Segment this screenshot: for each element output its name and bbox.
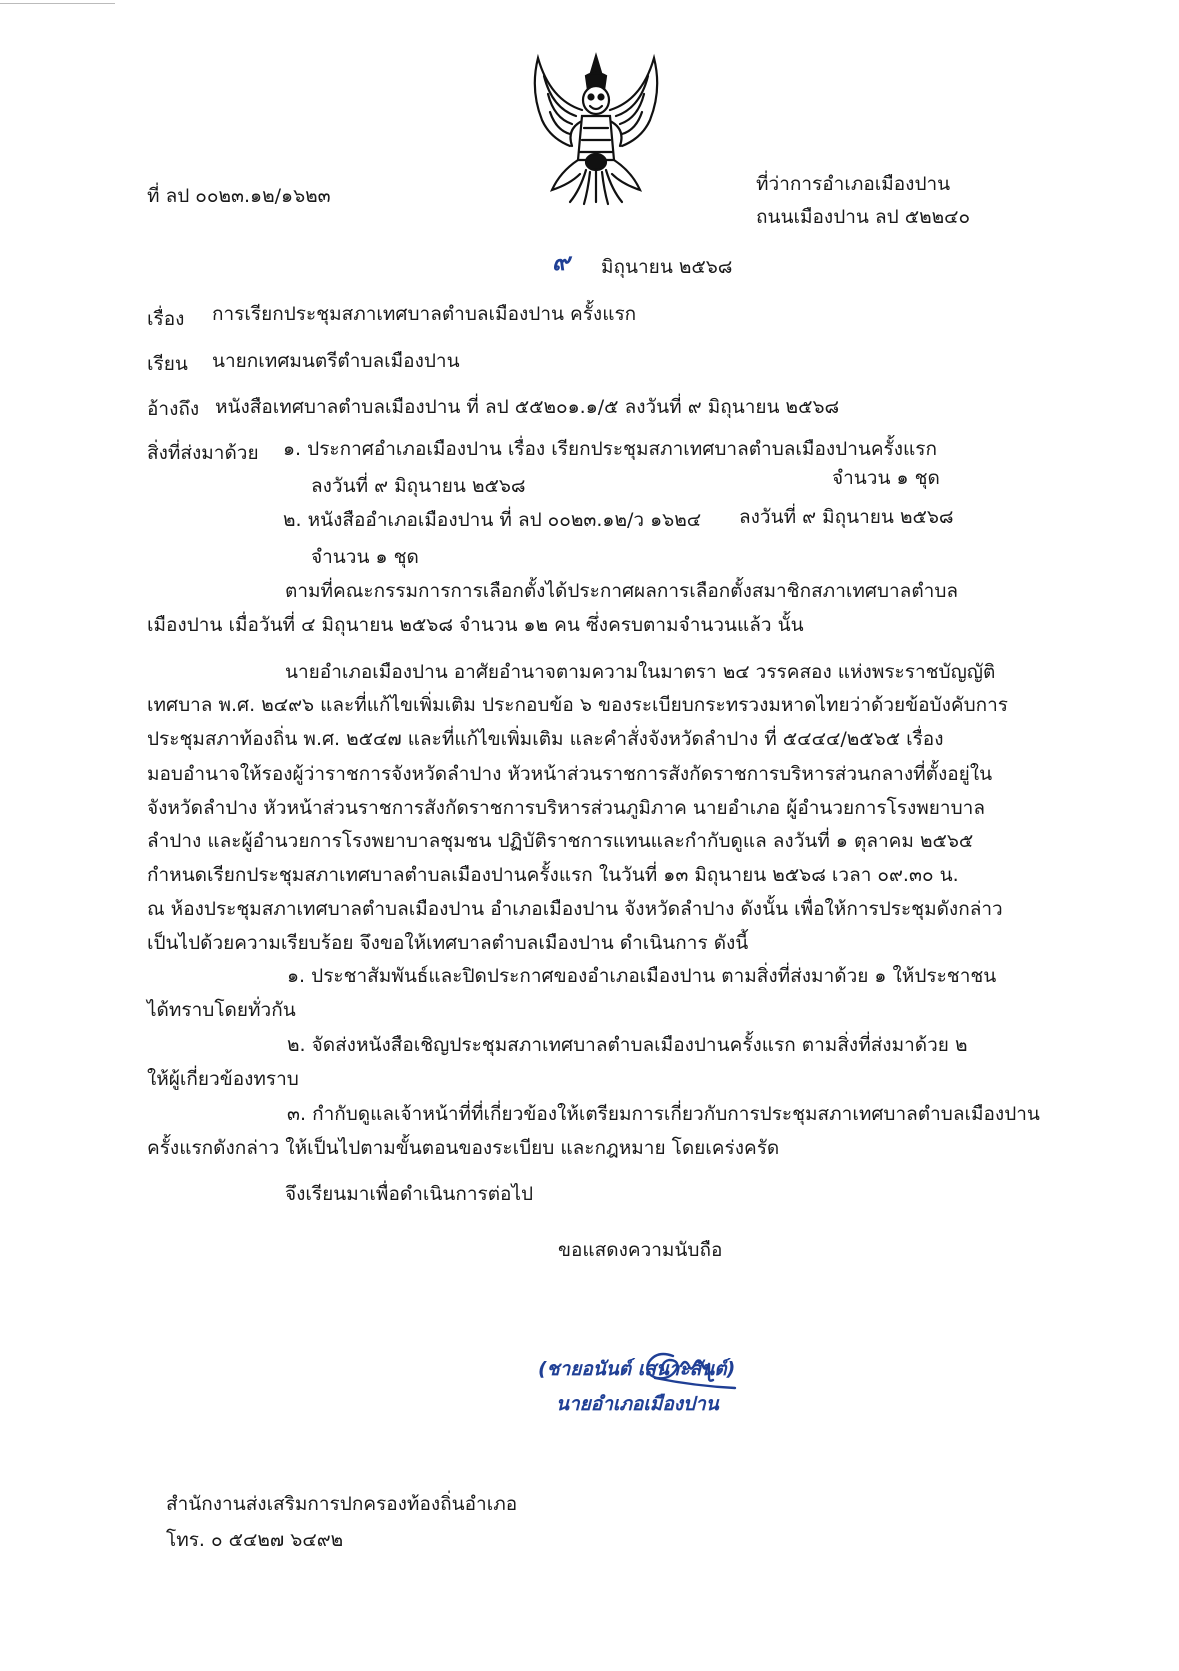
- enclosure-1-line-2: ลงวันที่ ๙ มิถุนายน ๒๕๖๘: [311, 475, 526, 497]
- garuda-emblem-icon: [520, 50, 672, 208]
- office-name: สำนักงานส่งเสริมการปกครองท้องถิ่นอำเภอ: [166, 1493, 518, 1515]
- paragraph-1-line-2: เมืองปาน เมื่อวันที่ ๔ มิถุนายน ๒๕๖๘ จำนวน ๑๒ คน ซึ่งครบตามจำนวนแล้ว นั้น: [147, 614, 804, 636]
- reference-number: ที่ ลป ๐๐๒๓.๑๒/๑๖๒๓: [147, 185, 331, 207]
- paragraph-2-line-5: จังหวัดลำปาง หัวหน้าส่วนราชการสังกัดราชการบริหารส่วนภูมิภาค นายอำเภอ ผู้อำนวยการโรงพยาบาล: [147, 797, 985, 819]
- sender-address-line-2: ถนนเมืองปาน ลป ๕๒๒๔๐: [756, 206, 971, 228]
- paragraph-2-line-4: มอบอำนาจให้รองผู้ว่าราชการจังหวัดลำปาง หัวหน้าส่วนราชการสังกัดราชการบริหารส่วนกลางที่ตั้งอยู่ใน: [147, 763, 993, 785]
- enclosure-label: สิ่งที่ส่งมาด้วย: [147, 442, 259, 464]
- paragraph-2-line-9: เป็นไปด้วยความเรียบร้อย จึงขอให้เทศบาลตำบลเมืองปาน ดำเนินการ ดังนี้: [147, 932, 749, 954]
- closing-salutation: ขอแสดงความนับถือ: [558, 1239, 723, 1261]
- reference-label: อ้างถึง: [147, 398, 200, 420]
- closing-request: จึงเรียนมาเพื่อดำเนินการต่อไป: [285, 1183, 534, 1205]
- paragraph-1-line-1: ตามที่คณะกรรมการการเลือกตั้งได้ประกาศผลการเลือกตั้งสมาชิกสภาเทศบาลตำบล: [285, 580, 959, 602]
- enclosure-2-date: ลงวันที่ ๙ มิถุนายน ๒๕๖๘: [739, 506, 954, 528]
- enclosure-2-line-1: ๒. หนังสืออำเภอเมืองปาน ที่ ลป ๐๐๒๓.๑๒/ว ๑๖๒๔: [283, 509, 702, 531]
- enclosure-2-quantity: จำนวน ๑ ชุด: [311, 546, 419, 568]
- paragraph-2-line-7: กำหนดเรียกประชุมสภาเทศบาลตำบลเมืองปานครั้งแรก ในวันที่ ๑๓ มิถุนายน ๒๕๖๘ เวลา ๐๙.๓๐ น.: [147, 864, 959, 886]
- item-1-line-2: ได้ทราบโดยทั่วกัน: [147, 999, 296, 1021]
- recipient: นายกเทศมนตรีตำบลเมืองปาน: [212, 350, 460, 372]
- paragraph-2-line-3: ประชุมสภาท้องถิ่น พ.ศ. ๒๕๔๗ และที่แก้ไขเพิ่มเติม และคำสั่งจังหวัดลำปาง ที่ ๕๔๔๔/๒๕๖๕ เรื่อง: [147, 728, 944, 750]
- enclosure-1-quantity: จำนวน ๑ ชุด: [832, 467, 940, 489]
- sender-address-line-1: ที่ว่าการอำเภอเมืองปาน: [756, 173, 951, 195]
- paragraph-2-line-2: เทศบาล พ.ศ. ๒๔๙๖ และที่แก้ไขเพิ่มเติม ประกอบข้อ ๖ ของระเบียบกระทรวงมหาดไทยว่าด้วยข้อบังคับการ: [147, 694, 1009, 716]
- paragraph-2-line-1: นายอำเภอเมืองปาน อาศัยอำนาจตามความในมาตรา ๒๔ วรรคสอง แห่งพระราชบัญญัติ: [285, 661, 996, 683]
- enclosure-1-line-1: ๑. ประกาศอำเภอเมืองปาน เรื่อง เรียกประชุมสภาเทศบาลตำบลเมืองปานครั้งแรก: [283, 438, 937, 460]
- item-3-line-2: ครั้งแรกดังกล่าว ให้เป็นไปตามขั้นตอนของระเบียบ และกฎหมาย โดยเคร่งครัด: [147, 1137, 780, 1159]
- item-1-line-1: ๑. ประชาสัมพันธ์และปิดประกาศของอำเภอเมืองปาน ตามสิ่งที่ส่งมาด้วย ๑ ให้ประชาชน: [287, 965, 997, 987]
- top-edge-line: [0, 0, 115, 4]
- paragraph-2-line-8: ณ ห้องประชุมสภาเทศบาลตำบลเมืองปาน อำเภอเมืองปาน จังหวัดลำปาง ดังนั้น เพื่อให้การประชุมดังกล่าว: [147, 898, 1003, 920]
- date-month-year: มิถุนายน ๒๕๖๘: [601, 256, 733, 278]
- office-phone: โทร. ๐ ๕๔๒๗ ๖๔๙๒: [166, 1529, 344, 1551]
- item-3-line-1: ๓. กำกับดูแลเจ้าหน้าที่ที่เกี่ยวข้องให้เตรียมการเกี่ยวกับการประชุมสภาเทศบาลตำบลเมืองปาน: [287, 1103, 1040, 1125]
- signer-title: นายอำเภอเมืองปาน: [556, 1393, 719, 1415]
- item-2-line-1: ๒. จัดส่งหนังสือเชิญประชุมสภาเทศบาลตำบลเมืองปานครั้งแรก ตามสิ่งที่ส่งมาด้วย ๒: [287, 1034, 968, 1056]
- date-day: ๙: [552, 248, 570, 276]
- subject: การเรียกประชุมสภาเทศบาลตำบลเมืองปาน ครั้งแรก: [212, 303, 637, 325]
- subject-label: เรื่อง: [147, 308, 185, 330]
- paragraph-2-line-6: ลำปาง และผู้อำนวยการโรงพยาบาลชุมชน ปฏิบัติราชการแทนและกำกับดูแล ลงวันที่ ๑ ตุลาคม ๒๕๖๕: [147, 830, 974, 852]
- to-label: เรียน: [147, 353, 188, 375]
- item-2-line-2: ให้ผู้เกี่ยวข้องทราบ: [147, 1068, 299, 1090]
- reference-text: หนังสือเทศบาลตำบลเมืองปาน ที่ ลป ๕๕๒๐๑.๑/๕ ลงวันที่ ๙ มิถุนายน ๒๕๖๘: [215, 396, 840, 418]
- signer-name: (ชายอนันต์ เสนาะสันต์): [538, 1358, 736, 1380]
